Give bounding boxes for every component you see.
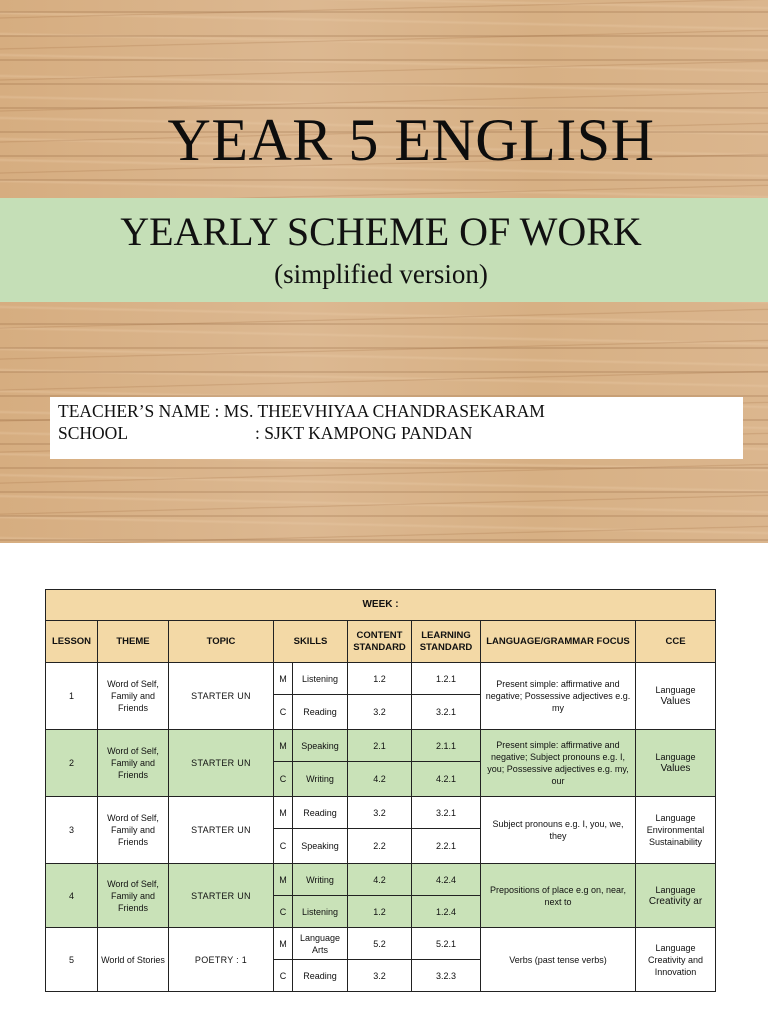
header-learning-standard: LEARNING STANDARD xyxy=(412,621,481,663)
lesson-topic: STARTER UN xyxy=(169,797,274,864)
content-standard: 1.2 xyxy=(348,896,412,928)
lesson-number: 4 xyxy=(46,864,98,928)
grammar-focus: Present simple: affirmative and negative; Subject pronouns e.g. I, you; Possessive adjectives e.g. my, our xyxy=(481,730,636,797)
header-theme: THEME xyxy=(98,621,169,663)
table-row xyxy=(46,663,716,695)
skill-type: C xyxy=(274,896,293,928)
learning-standard: 1.2.1 xyxy=(412,663,481,695)
header-content-standard: CONTENT STANDARD xyxy=(348,621,412,663)
grammar-focus: Verbs (past tense verbs) xyxy=(481,928,636,992)
lesson-number: 5 xyxy=(46,928,98,992)
header-lesson: LESSON xyxy=(46,621,98,663)
content-standard: 4.2 xyxy=(348,762,412,797)
document-subtitle: YEARLY SCHEME OF WORK xyxy=(120,209,642,254)
lesson-theme: Word of Self, Family and Friends xyxy=(98,663,169,730)
skill-name: Speaking xyxy=(293,829,348,864)
content-standard: 2.1 xyxy=(348,730,412,762)
lesson-topic: STARTER UN xyxy=(169,663,274,730)
content-standard: 3.2 xyxy=(348,960,412,992)
content-standard: 3.2 xyxy=(348,797,412,829)
table-row xyxy=(46,730,716,762)
cce-primary: Language xyxy=(655,884,696,895)
skill-name: Language Arts xyxy=(293,928,348,960)
content-standard: 2.2 xyxy=(348,829,412,864)
content-standard: 1.2 xyxy=(348,663,412,695)
teacher-info-box xyxy=(50,397,743,459)
teacher-name-line: TEACHER’S NAME : MS. THEEVHIYAA CHANDRASEKARAM xyxy=(58,401,545,421)
skill-name: Reading xyxy=(293,960,348,992)
skill-name: Writing xyxy=(293,762,348,797)
header-cce: CCE xyxy=(636,621,716,663)
content-standard: 5.2 xyxy=(348,928,412,960)
lesson-topic: STARTER UN xyxy=(169,730,274,797)
lesson-theme: Word of Self, Family and Friends xyxy=(98,797,169,864)
table-row xyxy=(46,797,716,829)
skill-type: M xyxy=(274,730,293,762)
skill-type: M xyxy=(274,797,293,829)
learning-standard: 4.2.1 xyxy=(412,762,481,797)
skill-type: C xyxy=(274,762,293,797)
cce-primary: Language Creativity and Innovation xyxy=(648,942,704,977)
skill-name: Listening xyxy=(293,896,348,928)
cce-cell xyxy=(636,730,716,797)
table-header-row xyxy=(46,621,716,663)
grammar-focus: Prepositions of place e.g on, near, next to xyxy=(481,864,636,928)
cce-secondary: Values xyxy=(660,696,691,707)
skill-type: C xyxy=(274,695,293,730)
grammar-focus: Subject pronouns e.g. I, you, we, they xyxy=(481,797,636,864)
table-row xyxy=(46,864,716,896)
lesson-number: 2 xyxy=(46,730,98,797)
skill-type: C xyxy=(274,829,293,864)
learning-standard: 4.2.4 xyxy=(412,864,481,896)
learning-standard: 3.2.1 xyxy=(412,797,481,829)
skill-type: M xyxy=(274,928,293,960)
skill-name: Speaking xyxy=(293,730,348,762)
learning-standard: 3.2.1 xyxy=(412,695,481,730)
grammar-focus: Present simple: affirmative and negative; Possessive adjectives e.g. my xyxy=(481,663,636,730)
learning-standard: 2.2.1 xyxy=(412,829,481,864)
skill-name: Reading xyxy=(293,695,348,730)
lesson-number: 3 xyxy=(46,797,98,864)
version-note: (simplified version) xyxy=(274,259,488,289)
week-label: WEEK : xyxy=(46,590,716,621)
learning-standard: 5.2.1 xyxy=(412,928,481,960)
learning-standard: 3.2.3 xyxy=(412,960,481,992)
lesson-number: 1 xyxy=(46,663,98,730)
header-topic: TOPIC xyxy=(169,621,274,663)
skill-type: C xyxy=(274,960,293,992)
lesson-topic: STARTER UN xyxy=(169,864,274,928)
skill-type: M xyxy=(274,864,293,896)
week-row xyxy=(46,590,716,621)
lesson-theme: Word of Self, Family and Friends xyxy=(98,864,169,928)
skill-name: Listening xyxy=(293,663,348,695)
header-skills: SKILLS xyxy=(274,621,348,663)
cce-cell xyxy=(636,928,716,992)
document-title: YEAR 5 ENGLISH xyxy=(167,107,655,173)
cce-cell xyxy=(636,797,716,864)
cce-secondary: Creativity ar xyxy=(648,895,703,907)
learning-standard: 1.2.4 xyxy=(412,896,481,928)
content-standard: 3.2 xyxy=(348,695,412,730)
cce-cell xyxy=(636,864,716,928)
skill-name: Reading xyxy=(293,797,348,829)
cce-secondary: Values xyxy=(660,763,691,774)
school-value: : SJKT KAMPONG PANDAN xyxy=(255,423,473,443)
lesson-theme: World of Stories xyxy=(98,928,169,992)
cce-primary: Language xyxy=(655,752,696,762)
skill-name: Writing xyxy=(293,864,348,896)
scheme-of-work-table xyxy=(45,589,716,992)
table-row xyxy=(46,928,716,960)
content-standard: 4.2 xyxy=(348,864,412,896)
lesson-topic: POETRY : 1 xyxy=(169,928,274,992)
school-label: SCHOOL xyxy=(58,423,129,443)
cce-cell xyxy=(636,663,716,730)
school-line xyxy=(58,423,473,444)
header-grammar-focus: LANGUAGE/GRAMMAR FOCUS xyxy=(481,621,636,663)
lesson-theme: Word of Self, Family and Friends xyxy=(98,730,169,797)
cce-primary: Language xyxy=(655,685,696,695)
skill-type: M xyxy=(274,663,293,695)
cce-primary: Language Environmental Sustainability xyxy=(646,813,705,847)
learning-standard: 2.1.1 xyxy=(412,730,481,762)
